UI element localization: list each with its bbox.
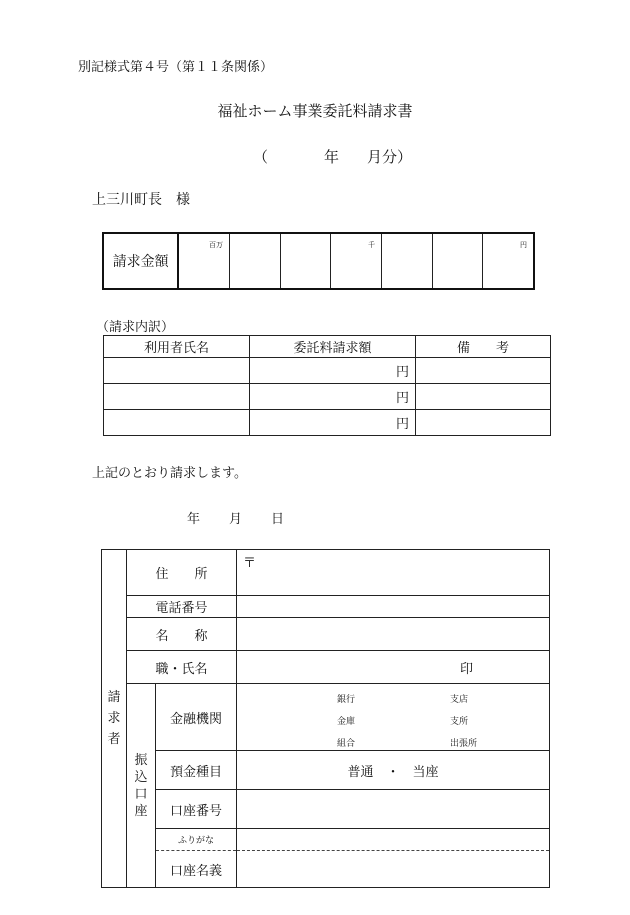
title-name-field[interactable] <box>237 651 550 684</box>
unit-yen: 円 <box>520 241 527 249</box>
amount-digit-cell[interactable] <box>230 233 281 289</box>
form-number: 別記様式第４号（第１１条関係） <box>78 60 274 75</box>
amount-digit-cell[interactable] <box>432 233 483 289</box>
deposit-type-label: 預金種目 <box>156 751 237 790</box>
amount-digit-cell[interactable] <box>382 233 433 289</box>
addressee: 上三川町長 様 <box>92 192 190 208</box>
organization-name-field[interactable] <box>237 618 550 651</box>
table-row <box>104 384 551 410</box>
date-month-label: 月 <box>229 512 243 527</box>
amount-digit-cell[interactable] <box>331 233 382 289</box>
claimant-table <box>101 549 550 888</box>
user-name-cell[interactable] <box>104 358 250 384</box>
col-claim-amount: 委託料請求額 <box>250 336 416 358</box>
amount-label: 請求金額 <box>103 233 178 289</box>
document-title: 福祉ホーム事業委託料請求書 <box>217 102 413 120</box>
account-holder-label: 口座名義 <box>156 851 237 888</box>
date-day-label: 日 <box>271 512 285 527</box>
account-number-field[interactable] <box>237 790 550 829</box>
breakdown-table <box>103 335 551 436</box>
remarks-cell[interactable] <box>416 384 551 410</box>
branch-type-shisho: 支所 <box>450 717 469 727</box>
user-name-cell[interactable] <box>104 410 250 436</box>
claimant-section-label: 請求者 <box>102 550 127 888</box>
request-statement: 上記のとおり請求します。 <box>92 466 247 481</box>
amount-digit-cell[interactable] <box>178 233 229 289</box>
amount-cell[interactable]: 円 <box>250 358 416 384</box>
branch-type-shucchojo: 出張所 <box>450 739 478 749</box>
bank-type-ginko: 銀行 <box>337 695 356 705</box>
period-year-label: 年 <box>324 148 340 166</box>
address-field[interactable] <box>237 550 550 596</box>
account-holder-field[interactable] <box>237 851 550 888</box>
bank-field[interactable] <box>237 684 550 751</box>
period-month-label: 月分） <box>367 148 413 166</box>
table-row <box>104 410 551 436</box>
user-name-cell[interactable] <box>104 384 250 410</box>
date-year-label: 年 <box>187 512 201 527</box>
breakdown-caption: （請求内訳） <box>96 320 175 335</box>
col-user-name: 利用者氏名 <box>104 336 250 358</box>
bank-type-kumiai: 組合 <box>337 739 356 749</box>
col-remarks: 備 考 <box>416 336 551 358</box>
account-number-label: 口座番号 <box>156 790 237 829</box>
phone-label: 電話番号 <box>127 596 237 618</box>
seal-mark: 印 <box>459 661 473 677</box>
transfer-account-label: 振込口座 <box>127 684 156 888</box>
deposit-type-field[interactable]: 普通 ・ 当座 <box>237 751 550 790</box>
period-open-paren: （ <box>253 148 269 166</box>
bank-label: 金融機関 <box>156 684 237 751</box>
table-row <box>104 358 551 384</box>
amount-digit-cell[interactable] <box>280 233 331 289</box>
address-label: 住 所 <box>127 550 237 596</box>
title-name-label: 職・氏名 <box>127 651 237 684</box>
unit-million: 百万 <box>209 241 224 249</box>
remarks-cell[interactable] <box>416 410 551 436</box>
amount-cell[interactable]: 円 <box>250 410 416 436</box>
amount-box <box>102 232 535 290</box>
furigana-label: ふりがな <box>156 829 237 851</box>
branch-type-shiten: 支店 <box>450 695 469 705</box>
remarks-cell[interactable] <box>416 358 551 384</box>
bank-type-kinko: 金庫 <box>337 717 356 727</box>
postal-mark: 〒 <box>243 556 257 571</box>
amount-cell[interactable]: 円 <box>250 384 416 410</box>
amount-digit-cell[interactable] <box>483 233 534 289</box>
furigana-field[interactable] <box>237 829 550 851</box>
unit-thousand: 千 <box>368 241 376 249</box>
phone-field[interactable] <box>237 596 550 618</box>
organization-name-label: 名 称 <box>127 618 237 651</box>
